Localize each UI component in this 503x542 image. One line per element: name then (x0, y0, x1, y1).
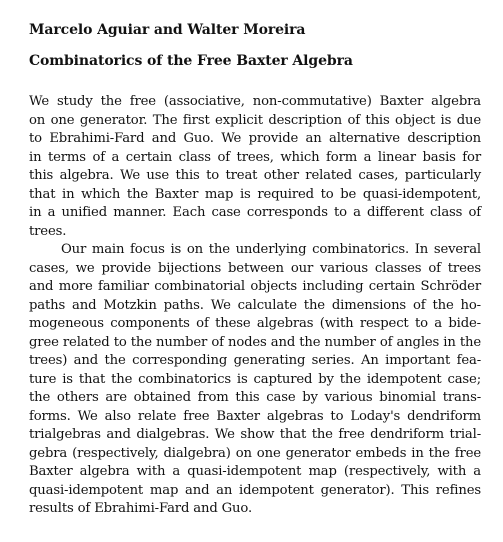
text-line: trialgebras and dialgebras. We show that the free dendriform trial- (29, 427, 481, 442)
text-line: in terms of a certain class of trees, which form a linear basis for (29, 149, 481, 165)
text-line: results of Ebrahimi-Fard and Guo. (29, 501, 253, 516)
text-line: on one generator. The first explicit description of this object is due (29, 112, 481, 128)
text-line: gree related to the number of nodes and the number of angles in the (29, 334, 481, 350)
text-line: that in which the Baxter map is required to be quasi-idempotent, (29, 186, 481, 202)
text-line: in a unified manner. Each case corresponds to a different class of (29, 205, 481, 220)
paper-title: Combinatorics of the Free Baxter Algebra (29, 53, 353, 69)
text-line: and more familiar combinatorial objects including certain Schröder (29, 279, 481, 294)
abstract-paragraph-2 (29, 241, 481, 519)
text-line: gebra (respectively, dialgebra) on one generator embeds in the free (29, 445, 481, 461)
text-line: We study the free (associative, non-commutative) Baxter algebra (29, 94, 481, 109)
text-line: Baxter algebra with a quasi-idempotent map (respectively, with a (29, 464, 481, 479)
text-line: to Ebrahimi-Fard and Guo. We provide an alternative description (29, 131, 481, 146)
abstract-paragraph-1 (29, 93, 481, 241)
text-line: paths and Motzkin paths. We calculate the dimensions of the ho- (29, 297, 481, 313)
text-line: cases, we provide bijections between our various classes of trees (29, 260, 481, 276)
text-line: Our main focus is on the underlying combinatorics. In several (61, 242, 481, 257)
text-line: trees. (29, 223, 67, 239)
text-line: quasi-idempotent map and an idempotent generator). This refines (29, 482, 481, 498)
text-line: forms. We also relate free Baxter algebras to Loday's dendriform (29, 408, 481, 424)
text-line: trees) and the corresponding generating series. An important fea- (29, 353, 481, 368)
abstract (29, 93, 481, 519)
author-names: Marcelo Aguiar and Walter Moreira (29, 22, 306, 38)
text-line: ture is that the combinatorics is captured by the idempotent case; (29, 371, 481, 387)
text-line: this algebra. We use this to treat other related cases, particularly (29, 168, 481, 183)
text-line: the others are obtained from this case by various binomial trans- (29, 390, 481, 405)
text-line: mogeneous components of these algebras (with respect to a bide- (29, 316, 481, 331)
